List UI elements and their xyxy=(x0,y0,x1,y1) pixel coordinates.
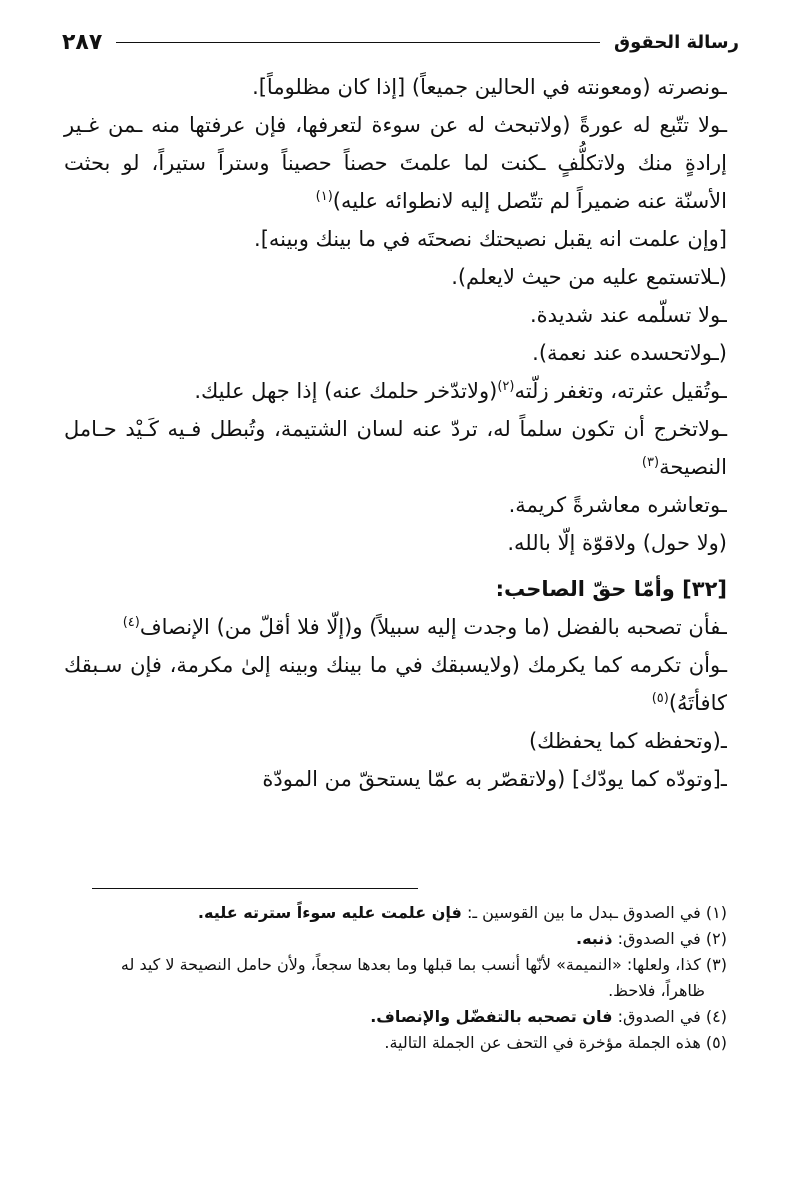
footnotes xyxy=(60,900,727,1056)
footnote-text: في الصدوق ـبدل ما بين القوسين ـ: xyxy=(466,903,701,922)
footnote-emphasis: فان تصحبه بالتفضّل والإنصاف. xyxy=(370,1007,613,1026)
footnote-text: في الصدوق: xyxy=(617,1007,701,1026)
line-part: ـوتُقيل عثرته، وتغفر زلّته xyxy=(514,379,727,403)
footnote-ref-4[interactable]: (٤) xyxy=(122,615,140,630)
paragraph-text: ـولا تتّبع له عورةً (ولاتبحث له عن سوءة لتعرفها، فإن عرفتها منه ـمن غـير إرادةٍ منك ولاتكلُّفٍ ـكنت لما علمتَ حصناً حصيناً وستراً ستيراً، لو بحثت الأسنّة عنه ضميراً لم تتّصل إليه لانطوائه عليه) xyxy=(64,113,727,213)
running-title: رسالة الحقوق xyxy=(614,31,739,53)
section-heading: [٣٢] وأمّا حقّ الصاحب: xyxy=(495,577,727,601)
footnote-text: هذه الجملة مؤخرة في التحف عن الجملة التالية. xyxy=(384,1033,701,1052)
footnote-emphasis: فإن علمت عليه سوءاً سترته عليه. xyxy=(197,903,462,922)
text-line: ـولا تسلّمه عند شديدة. xyxy=(530,303,727,327)
text-line: ـوتعاشره معاشرةً كريمة. xyxy=(508,493,727,517)
footnote-ref-5[interactable]: (٥) xyxy=(651,691,669,706)
paragraph-text: ـوأن تكرمه كما يكرمك (ولايسبقك في ما بينك وبينه إلىٰ مكرمة، فإن سـبقك كافأتَهُ) xyxy=(64,653,727,715)
text-paragraph xyxy=(64,410,727,486)
text-line xyxy=(64,608,727,646)
footnote-number: (٤) xyxy=(705,1007,727,1026)
footnote-number: (٥) xyxy=(705,1033,727,1052)
footnote-text: كذا، ولعلها: «النميمة» لأنّها أنسب بما قبلها وما بعدها سجعاً، ولأن حامل النصيحة لا كيد له xyxy=(120,955,701,974)
footnote-ref-3[interactable]: (٣) xyxy=(641,455,660,470)
text-line xyxy=(64,372,727,410)
footnote-number: (٣) xyxy=(705,955,727,974)
footnote-number: (٢) xyxy=(705,929,727,948)
line-part: ـفأن تصحبه بالفضل (ما وجدت إليه سبيلاً) و(إلّا فلا أقلّ من) الإنصاف xyxy=(139,615,727,639)
line-part: (ولاتدّخر حلمك عنه) إذا جهل عليك. xyxy=(194,379,498,403)
text-line: [وإن علمت انه يقبل نصيحتك نصحتَه في ما بينك وبينه]. xyxy=(254,227,727,251)
footnote-continuation: ظاهراً، فلاحظ. xyxy=(608,981,705,1000)
footnote-ref-2[interactable]: (٢) xyxy=(497,379,515,394)
text-line: (ـلاتستمع عليه من حيث لايعلم). xyxy=(451,265,727,289)
text-paragraph xyxy=(64,646,727,722)
footnote-emphasis: ذنبه. xyxy=(575,929,613,948)
footnote-1 xyxy=(60,900,727,926)
footnote-4 xyxy=(60,1004,727,1030)
paragraph-text: ـولاتخرج أن تكون سلماً له، تردّ عنه لسان الشتيمة، وتُبطل فـيه كَـيْد حـامل النصيحة xyxy=(64,417,727,479)
text-line: (ـولاتحسده عند نعمة). xyxy=(532,341,727,365)
text-line: ـونصرته (ومعونته في الحالين جميعاً) [إذا كان مظلوماً]. xyxy=(252,75,727,99)
footnote-ref-1[interactable]: (١) xyxy=(315,189,333,204)
text-line: (ولا حول) ولاقوّة إلّا بالله. xyxy=(507,531,727,555)
footnote-3 xyxy=(60,952,727,1004)
page-number: ٢٨٧ xyxy=(62,29,103,55)
text-paragraph xyxy=(64,106,727,220)
header-rule xyxy=(116,42,600,43)
footnote-2 xyxy=(60,926,727,952)
footnote-5 xyxy=(60,1030,727,1056)
text-line: ـ(وتحفظه كما يحفظك) xyxy=(528,729,727,753)
footnote-text: في الصدوق: xyxy=(617,929,701,948)
page-header xyxy=(62,22,739,62)
main-text xyxy=(64,68,727,798)
footnote-number: (١) xyxy=(705,903,727,922)
footnote-rule xyxy=(92,888,418,889)
text-line: ـ[وتودّه كما يودّك] (ولاتقصّر به عمّا يستحقّ من المودّة xyxy=(262,767,727,791)
